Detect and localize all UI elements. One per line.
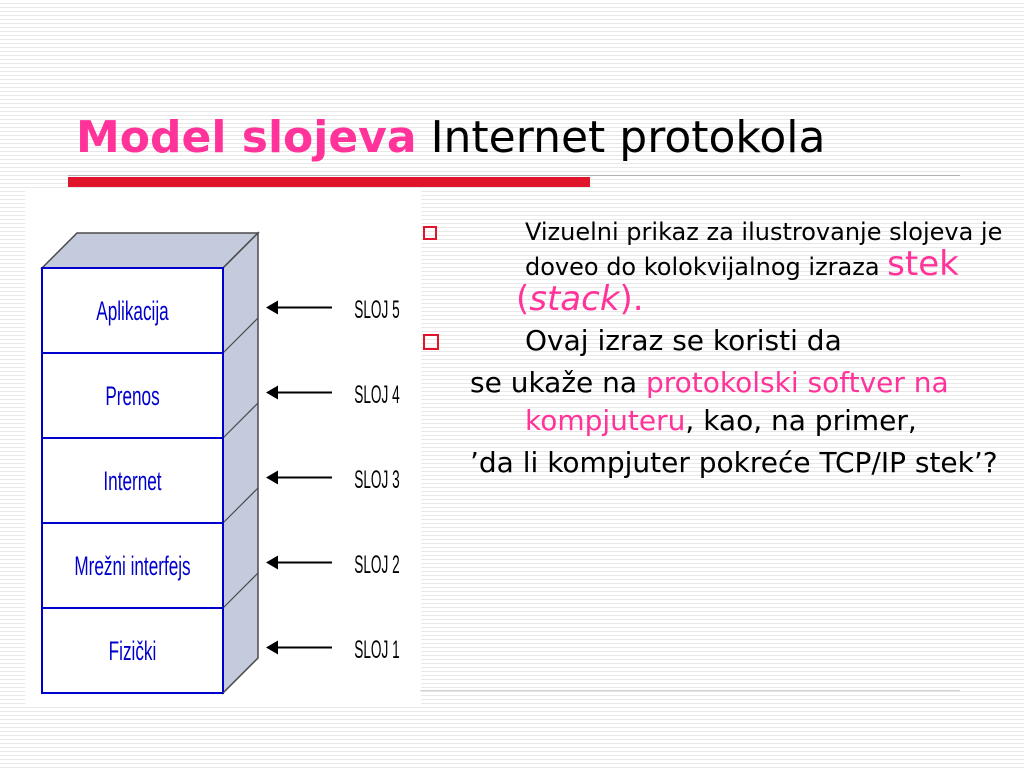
layer-label: Mrežni interfejs <box>74 551 191 582</box>
line-4-text: ’da li kompjuter pokreće TCP/IP stek’? <box>470 446 998 479</box>
layer-label: Prenos <box>105 381 160 412</box>
bullet-1-paren-close: ). <box>619 279 644 319</box>
bullet-1-term-2: stack <box>529 279 620 319</box>
square-bullet-icon <box>423 334 439 350</box>
continuation-line-1 <box>470 364 1010 440</box>
title-rest: Internet protokola <box>430 112 826 163</box>
layer-stack-svg <box>25 190 421 705</box>
line-3-text: se ukaže na <box>470 366 646 399</box>
title-divider <box>68 175 960 176</box>
stack-side-face <box>223 233 258 693</box>
layer-label: Internet <box>103 466 162 497</box>
bullet-item-2 <box>470 322 1010 360</box>
bullet-item-1 <box>470 216 1010 318</box>
layer-arrow-head-icon <box>266 301 278 315</box>
title-underline <box>68 177 590 187</box>
line-3-term: protokolski softver na kompjuteru <box>525 366 949 437</box>
layer-arrow-head-icon <box>266 556 278 570</box>
layer-arrow-label: SLOJ 1 <box>354 636 400 665</box>
bullet-1-term: stek <box>887 244 959 284</box>
layer-arrow-head-icon <box>266 471 278 485</box>
bottom-divider <box>420 690 960 691</box>
layer-arrow-head-icon <box>266 641 278 655</box>
bullet-list <box>470 216 1010 482</box>
bullet-2-text: Ovaj izraz se koristi da <box>525 324 842 357</box>
layer-arrow-label: SLOJ 5 <box>354 296 400 325</box>
layer-label: Fizički <box>108 636 157 667</box>
layer-arrow-label: SLOJ 2 <box>354 551 400 580</box>
square-bullet-icon <box>423 226 437 240</box>
layer-arrow-head-icon <box>266 386 278 400</box>
bullet-1-paren-open: ( <box>516 279 530 319</box>
continuation-line-2 <box>470 444 1010 482</box>
slide-title <box>76 110 825 166</box>
layer-arrow-label: SLOJ 4 <box>354 381 400 410</box>
layer-arrow-label: SLOJ 3 <box>354 466 400 495</box>
stack-top-face <box>42 233 258 268</box>
bullet-1-text: Vizuelni prikaz za ilustrovanje slojeva je doveo do kolokvijalnog izraza <box>525 218 1003 281</box>
layer-stack-diagram <box>25 190 421 705</box>
line-3-tail: , kao, na primer, <box>685 404 917 437</box>
layer-label: Aplikacija <box>96 296 169 327</box>
title-accent: Model slojeva <box>76 112 417 163</box>
